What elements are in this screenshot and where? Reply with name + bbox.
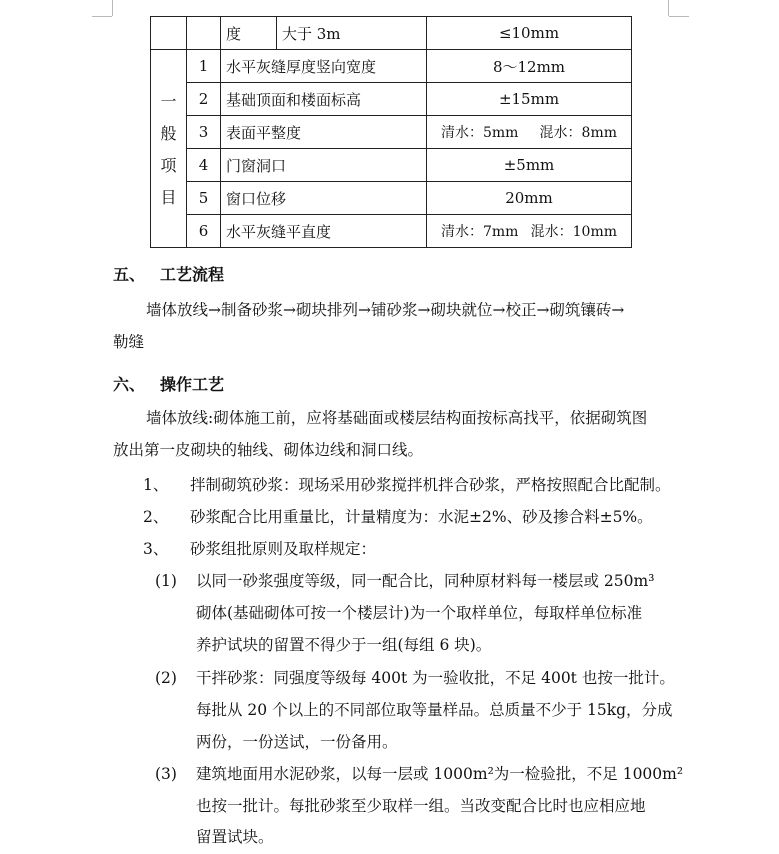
- section-heading: [113, 372, 224, 395]
- sub-item-line: 干拌砂浆：同强度等级每 400t 为一验收批，不足 400t 也按一批计。: [196, 669, 675, 687]
- row-item: 基础顶面和楼面标高: [221, 83, 427, 116]
- sub-item-number: (3): [155, 765, 177, 783]
- list-number: 2、: [143, 508, 169, 526]
- paragraph-line: 墙体放线:砌体施工前，应将基础面或楼层结构面按标高找平，依据砌筑图: [146, 409, 648, 427]
- row-item: 水平灰缝厚度竖向宽度: [221, 50, 427, 83]
- sub-item-number: (2): [155, 669, 177, 687]
- list-text: 砂浆组批原则及取样规定：: [190, 540, 377, 558]
- list-number: 1、: [143, 476, 169, 494]
- sub-item-line: 以同一砂浆强度等级，同一配合比，同种原材料每一楼层或 250m³: [196, 572, 655, 590]
- table-cell: [187, 17, 221, 50]
- sub-item-line: 留置试块。: [196, 828, 274, 846]
- value-clear: 清水：7mm: [441, 224, 519, 240]
- row-item: 门窗洞口: [221, 149, 427, 182]
- crop-mark-right-h: [669, 16, 689, 17]
- section-title: 操作工艺: [160, 375, 225, 394]
- row-value: 8～12mm: [427, 50, 632, 83]
- row-number: 6: [187, 215, 221, 248]
- row-number: 1: [187, 50, 221, 83]
- row-number: 4: [187, 149, 221, 182]
- list-text: 砂浆配合比用重量比，计量精度为：水泥±2%、砂及掺合料±5%。: [190, 508, 653, 526]
- paragraph-line: 放出第一皮砌块的轴线、砌体边线和洞口线。: [113, 441, 424, 459]
- section-title: 工艺流程: [160, 265, 225, 284]
- category-char: 目: [160, 188, 177, 207]
- table-cell: [151, 17, 187, 50]
- tolerance-table: [150, 16, 632, 248]
- section-heading: [113, 262, 224, 285]
- section-number: 六、: [113, 375, 146, 394]
- table-row: [151, 83, 632, 116]
- row-item: 表面平整度: [221, 116, 427, 149]
- category-char: 项: [160, 156, 177, 175]
- process-flow-line: 墙体放线→制备砂浆→砌块排列→铺砂浆→砌块就位→校正→砌筑镶砖→: [146, 301, 625, 319]
- sub-item-number: (1): [155, 572, 177, 590]
- crop-mark-right-v: [668, 0, 669, 16]
- category-char: 般: [160, 124, 177, 143]
- row-number: 2: [187, 83, 221, 116]
- sub-item-line: 养护试块的留置不得少于一组(每组 6 块)。: [196, 636, 492, 654]
- row-value: ±5mm: [427, 149, 632, 182]
- row-item: 水平灰缝平直度: [221, 215, 427, 248]
- table-row: [151, 17, 632, 50]
- crop-mark-left-h: [92, 16, 112, 17]
- section-number: 五、: [113, 265, 146, 284]
- table-cell: 度: [221, 17, 277, 50]
- list-item: [143, 470, 671, 501]
- sub-item-line: 每批从 20 个以上的不同部位取等量样品。总质量不少于 15kg，分成: [196, 701, 673, 719]
- table-cell: ≤10mm: [427, 17, 632, 50]
- sub-item-line: 砌体(基础砌体可按一个楼层计)为一个取样单位，每取样单位标准: [196, 604, 643, 622]
- list-number: 3、: [143, 540, 169, 558]
- table-cell: 大于 3m: [277, 17, 427, 50]
- value-mixed: 混水：10mm: [530, 224, 617, 240]
- row-number: 3: [187, 116, 221, 149]
- row-number: 5: [187, 182, 221, 215]
- value-clear: 清水：5mm: [441, 125, 519, 141]
- sub-item-line: 两份，一份送试，一份备用。: [196, 733, 398, 751]
- table-row: [151, 182, 632, 215]
- category-cell: [151, 50, 187, 248]
- process-flow-line: 勒缝: [113, 333, 145, 351]
- row-value: [427, 116, 632, 149]
- row-item: 窗口位移: [221, 182, 427, 215]
- sub-item-line: 建筑地面用水泥砂浆，以每一层或 1000m²为一检验批，不足 1000m²: [196, 765, 684, 783]
- category-char: 一: [160, 92, 177, 111]
- crop-mark-left-v: [112, 0, 113, 16]
- list-item: [143, 534, 376, 565]
- table-row: [151, 50, 632, 83]
- table-row: [151, 215, 632, 248]
- list-text: 拌制砌筑砂浆：现场采用砂浆搅拌机拌合砂浆，严格按照配合比配制。: [190, 476, 671, 494]
- row-value: 20mm: [427, 182, 632, 215]
- table-row: [151, 149, 632, 182]
- value-mixed: 混水：8mm: [539, 125, 617, 141]
- table-row: [151, 116, 632, 149]
- row-value: ±15mm: [427, 83, 632, 116]
- sub-item-line: 也按一批计。每批砂浆至少取样一组。当改变配合比时也应相应地: [196, 797, 646, 815]
- row-value: [427, 215, 632, 248]
- list-item: [143, 502, 653, 533]
